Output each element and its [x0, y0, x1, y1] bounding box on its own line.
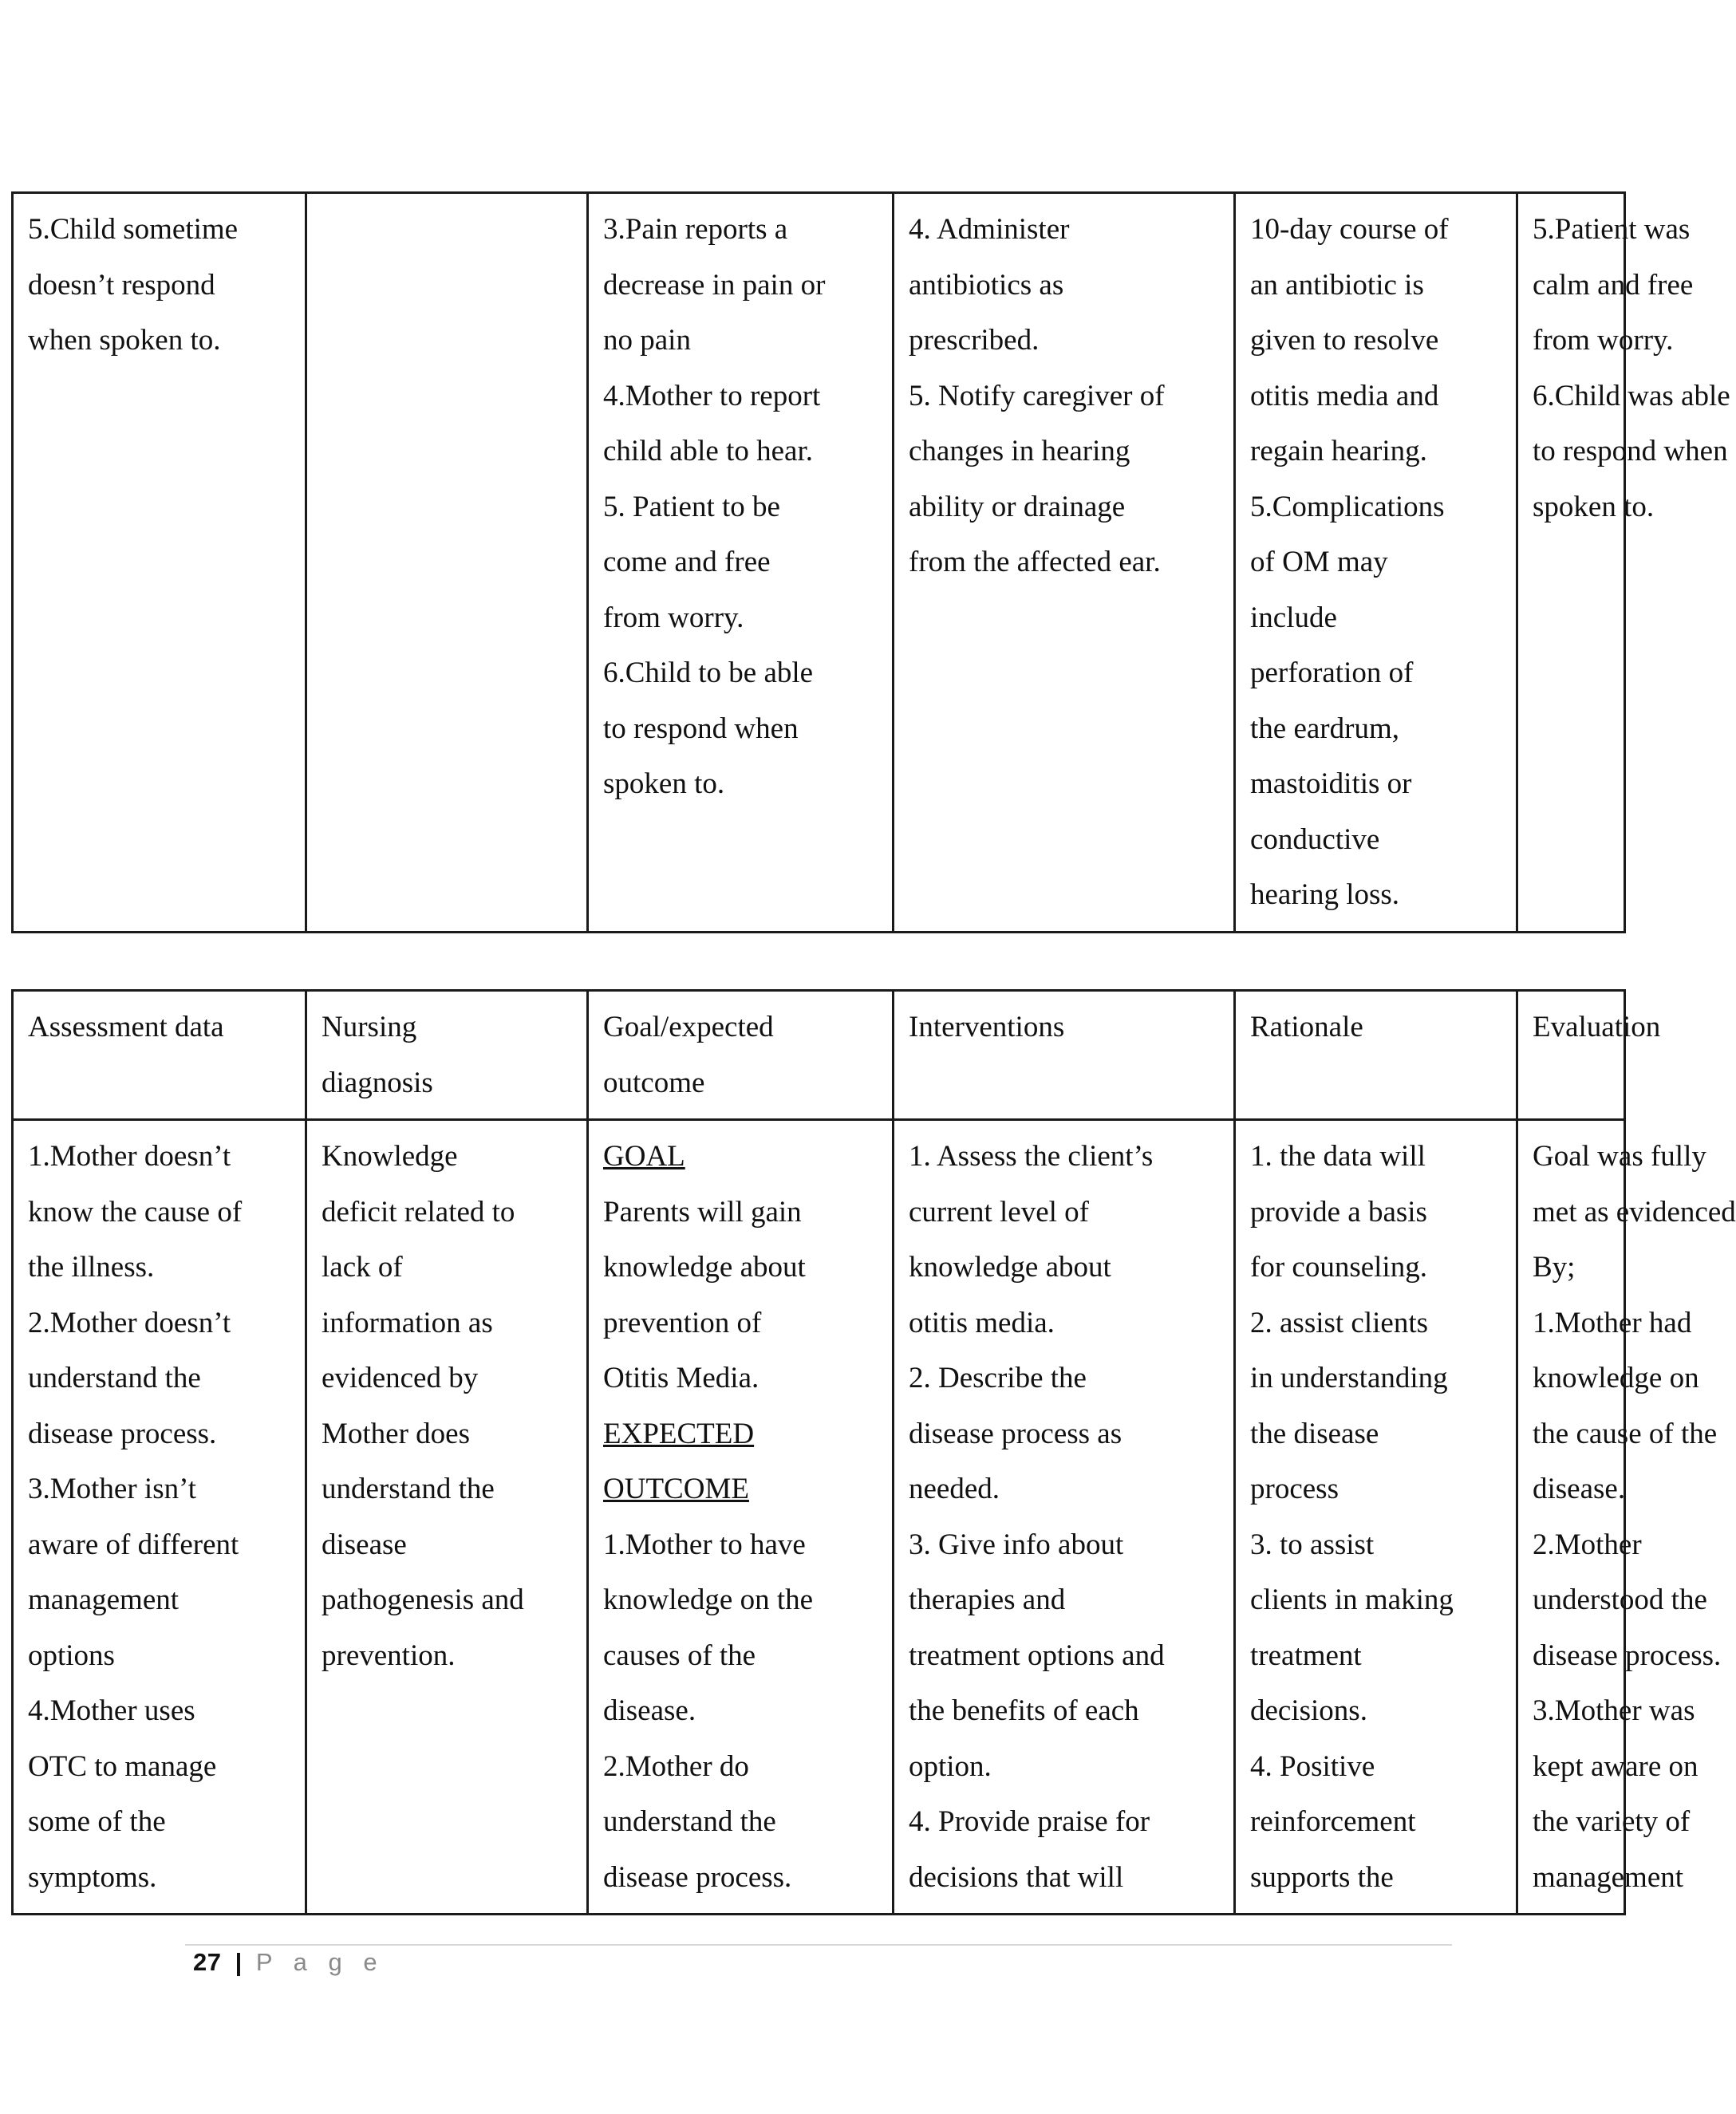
cell-line: needed.: [909, 1473, 1000, 1505]
cell-rationale: [1235, 1120, 1517, 1915]
cell-line: the illness.: [28, 1251, 155, 1284]
cell-line: understand the: [603, 1805, 776, 1838]
cell-line: 1.Mother had: [1533, 1306, 1692, 1339]
cell-line: decrease in pain or: [603, 268, 826, 302]
header-rationale: [1235, 991, 1517, 1120]
cell-line: knowledge on: [1533, 1362, 1699, 1394]
cell-line: spoken to.: [1533, 490, 1655, 523]
cell-line: kept aware on: [1533, 1749, 1699, 1783]
cell-line: 4.Mother uses: [28, 1694, 195, 1727]
cell-line: 2.Mother do: [603, 1749, 749, 1783]
cell-rationale: [1235, 193, 1517, 933]
cell-line: knowledge about: [603, 1251, 806, 1284]
cell-line: reinforcement: [1250, 1805, 1416, 1838]
cell-assessment: [13, 1120, 306, 1915]
cell-line: therapies and: [909, 1584, 1066, 1616]
cell-line: disease process.: [28, 1417, 217, 1450]
cell-diagnosis: [306, 1120, 588, 1915]
cell-line: in understanding: [1250, 1362, 1448, 1394]
header-goal-expected-outcome: [588, 991, 894, 1120]
cell-line: Goal/expected: [603, 1011, 774, 1043]
cell-line: Parents will gain: [603, 1195, 802, 1229]
cell-line: the cause of the: [1533, 1417, 1718, 1450]
cell-line: 2. assist clients: [1250, 1306, 1429, 1339]
cell-line: 6.Child was able: [1533, 379, 1730, 412]
page-label: P a g e: [255, 1948, 385, 1976]
cell-line: deficit related to: [322, 1195, 515, 1229]
cell-line: of OM may: [1250, 546, 1388, 578]
cell-line: the eardrum,: [1250, 712, 1399, 745]
cell-line: to respond when: [1533, 435, 1728, 467]
cell-line: knowledge about: [909, 1251, 1111, 1284]
cell-line: management: [28, 1584, 180, 1616]
cell-line: disease: [322, 1528, 407, 1561]
cell-line: perforation of: [1250, 657, 1414, 689]
cell-line: 2. Describe the: [909, 1362, 1087, 1394]
cell-line: pathogenesis and: [322, 1584, 524, 1616]
cell-line: options: [28, 1639, 115, 1672]
cell-line: 4. Provide praise for: [909, 1805, 1150, 1838]
cell-line: an antibiotic is: [1250, 268, 1424, 302]
cell-line: EXPECTED: [603, 1417, 755, 1450]
cell-line: 1.Mother to have: [603, 1528, 806, 1561]
cell-line: when spoken to.: [28, 324, 221, 357]
cell-line: prevention.: [322, 1639, 456, 1672]
cell-line: some of the: [28, 1805, 166, 1838]
cell-line: treatment: [1250, 1639, 1362, 1672]
cell-line: Knowledge: [322, 1140, 458, 1173]
cell-line: clients in making: [1250, 1584, 1454, 1616]
cell-line: provide a basis: [1250, 1195, 1427, 1229]
cell-line: disease.: [603, 1694, 696, 1727]
table-header-row: [13, 991, 1625, 1120]
cell-line: information as: [322, 1306, 493, 1339]
cell-line: 5. Notify caregiver of: [909, 379, 1165, 412]
cell-line: 5.Patient was: [1533, 213, 1691, 246]
cell-line: changes in hearing: [909, 435, 1130, 467]
cell-line: 5. Patient to be: [603, 490, 780, 523]
cell-line: GOAL: [603, 1140, 685, 1173]
cell-line: evidenced by: [322, 1362, 479, 1394]
cell-goal: [588, 193, 894, 933]
cell-line: the benefits of each: [909, 1694, 1139, 1727]
header-nursing-diagnosis: [306, 991, 588, 1120]
cell-line: decisions that will: [909, 1860, 1124, 1894]
cell-line: child able to hear.: [603, 435, 814, 467]
header-interventions: [894, 991, 1235, 1120]
cell-line: include: [1250, 601, 1337, 634]
care-plan-table: [11, 989, 1736, 1915]
cell-line: diagnosis: [322, 1066, 433, 1099]
cell-line: disease.: [1533, 1473, 1626, 1505]
cell-line: 10-day course of: [1250, 213, 1449, 246]
cell-line: supports the: [1250, 1860, 1394, 1894]
cell-line: from worry.: [603, 601, 744, 634]
cell-line: management: [1533, 1860, 1684, 1894]
cell-line: understood the: [1533, 1584, 1707, 1616]
cell-line: OTC to manage: [28, 1749, 217, 1783]
cell-line: Interventions: [909, 1011, 1065, 1043]
cell-line: 3. to assist: [1250, 1528, 1375, 1561]
header-assessment-data: [13, 991, 306, 1120]
table-row: [13, 1120, 1625, 1915]
cell-line: 3.Pain reports a: [603, 213, 788, 246]
cell-line: Otitis Media.: [603, 1362, 760, 1394]
cell-line: otitis media.: [909, 1306, 1055, 1339]
cell-line: conductive: [1250, 822, 1380, 856]
cell-line: 1. Assess the client’s: [909, 1140, 1154, 1173]
cell-line: from the affected ear.: [909, 546, 1161, 578]
cell-line: understand the: [322, 1473, 495, 1505]
cell-line: to respond when: [603, 712, 799, 745]
cell-line: Rationale: [1250, 1011, 1363, 1043]
cell-line: 4.Mother to report: [603, 379, 821, 412]
cell-line: 5.Complications: [1250, 490, 1445, 523]
cell-line: ability or drainage: [909, 490, 1126, 523]
cell-line: met as evidenced: [1533, 1195, 1736, 1229]
cell-line: for counseling.: [1250, 1251, 1427, 1284]
header-evaluation: [1517, 991, 1661, 1120]
cell-line: 1.Mother doesn’t: [28, 1140, 231, 1173]
cell-line: disease process as: [909, 1417, 1122, 1450]
cell-line: Assessment data: [28, 1011, 224, 1043]
cell-line: disease process.: [1533, 1639, 1722, 1672]
cell-line: 4. Positive: [1250, 1749, 1375, 1783]
cell-line: hearing loss.: [1250, 878, 1400, 911]
cell-line: 1. the data will: [1250, 1140, 1426, 1173]
cell-line: the variety of: [1533, 1805, 1691, 1838]
cell-line: lack of: [322, 1251, 403, 1284]
table-row: [13, 193, 1625, 933]
cell-line: knowledge on the: [603, 1584, 814, 1616]
cell-line: 2.Mother doesn’t: [28, 1306, 231, 1339]
cell-line: outcome: [603, 1066, 705, 1099]
cell-line: 3.Mother was: [1533, 1694, 1695, 1727]
cell-diagnosis: [306, 193, 588, 933]
cell-evaluation: [1517, 193, 1730, 933]
cell-line: understand the: [28, 1362, 201, 1394]
cell-line: process: [1250, 1473, 1339, 1505]
cell-line: antibiotics as: [909, 268, 1064, 302]
cell-line: decisions.: [1250, 1694, 1367, 1727]
cell-line: 5.Child sometime: [28, 213, 239, 246]
cell-line: Goal was fully: [1533, 1140, 1706, 1173]
cell-line: 2.Mother: [1533, 1528, 1642, 1561]
cell-line: regain hearing.: [1250, 435, 1427, 467]
cell-line: prescribed.: [909, 324, 1040, 357]
cell-line: 4. Administer: [909, 213, 1070, 246]
cell-assessment: [13, 193, 306, 933]
cell-line: given to resolve: [1250, 324, 1439, 357]
page-number: 27: [193, 1948, 222, 1976]
cell-interventions: [894, 1120, 1235, 1915]
cell-line: By;: [1533, 1251, 1576, 1284]
cell-line: prevention of: [603, 1306, 762, 1339]
cell-line: current level of: [909, 1195, 1089, 1229]
cell-goal: [588, 1120, 894, 1915]
footer-separator: |: [235, 1948, 243, 1976]
footer-divider: [185, 1944, 1452, 1946]
page-footer: [193, 1948, 385, 1977]
cell-line: otitis media and: [1250, 379, 1439, 412]
cell-line: come and free: [603, 546, 771, 578]
cell-evaluation: [1517, 1120, 1736, 1915]
cell-line: causes of the: [603, 1639, 756, 1672]
cell-line: Mother does: [322, 1417, 470, 1450]
cell-line: treatment options and: [909, 1639, 1165, 1672]
cell-line: the disease: [1250, 1417, 1379, 1450]
cell-line: OUTCOME: [603, 1473, 749, 1505]
cell-line: calm and free: [1533, 268, 1694, 302]
care-plan-table-continued: [11, 191, 1730, 933]
cell-line: spoken to.: [603, 767, 725, 800]
cell-line: mastoiditis or: [1250, 767, 1412, 800]
cell-line: doesn’t respond: [28, 268, 215, 302]
cell-line: option.: [909, 1749, 992, 1783]
cell-line: symptoms.: [28, 1860, 157, 1894]
cell-line: aware of different: [28, 1528, 239, 1561]
cell-line: from worry.: [1533, 324, 1674, 357]
cell-line: 6.Child to be able: [603, 657, 814, 689]
cell-line: disease process.: [603, 1860, 792, 1894]
cell-line: 3. Give info about: [909, 1528, 1124, 1561]
cell-interventions: [894, 193, 1235, 933]
cell-line: Nursing: [322, 1011, 417, 1043]
cell-line: 3.Mother isn’t: [28, 1473, 197, 1505]
cell-line: no pain: [603, 324, 691, 357]
cell-line: Evaluation: [1533, 1011, 1661, 1043]
cell-line: know the cause of: [28, 1195, 243, 1229]
